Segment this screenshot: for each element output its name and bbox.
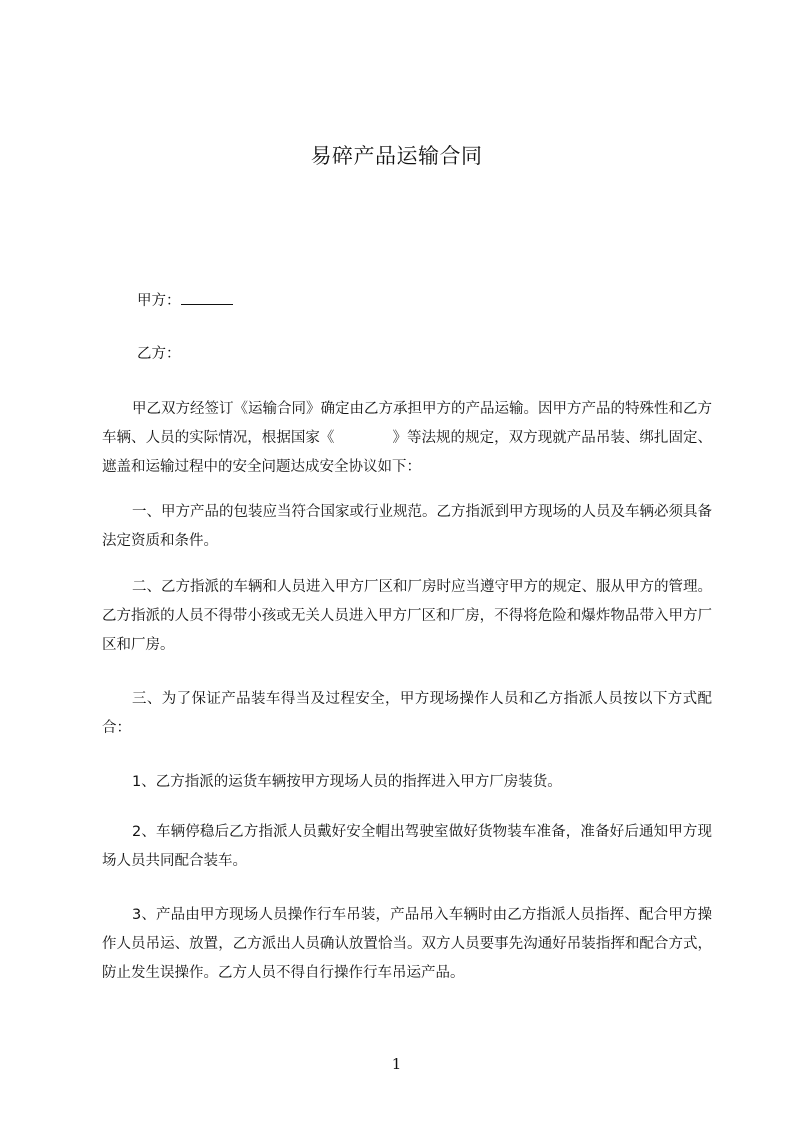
intro-text-after-law: 》等法规的规定，双方现就产品吊装、绑扎固定、遮盖和运输过程中的安全问题达成安全协议如下： bbox=[102, 430, 712, 475]
clause-1: 一、甲方产品的包装应当符合国家或行业规范。乙方指派到甲方现场的人员及车辆必须具备法定资质和条件。 bbox=[102, 504, 712, 549]
party-b-line bbox=[137, 340, 181, 369]
clause-3: 三、为了保证产品装车得当及过程安全，甲方现场操作人员和乙方指派人员按以下方式配合： bbox=[102, 691, 712, 736]
party-a-line bbox=[137, 287, 233, 316]
clause-2: 二、乙方指派的车辆和人员进入甲方厂区和厂房时应当遵守甲方的规定、服从甲方的管理。乙方指派的人员不得带小孩或无关人员进入甲方厂区和厂房，不得将危险和爆炸物品带入甲方厂区和厂房。 bbox=[102, 579, 712, 653]
party-b-label: 乙方： bbox=[137, 346, 181, 362]
clause-3-item-2: 2、车辆停稳后乙方指派人员戴好安全帽出驾驶室做好货物装车准备，准备好后通知甲方现场人员共同配合装车。 bbox=[102, 824, 712, 869]
document-title: 易碎产品运输合同 bbox=[310, 144, 483, 168]
party-a-label: 甲方： bbox=[137, 293, 181, 309]
clause-3-item-1: 1、乙方指派的运货车辆按甲方现场人员的指挥进入甲方厂房装货。 bbox=[132, 774, 562, 790]
clause-3-item-3: 3、产品由甲方现场人员操作行车吊装，产品吊入车辆时由乙方指派人员指挥、配合甲方操作人员吊运、放置，乙方派出人员确认放置恰当。双方人员要事先沟通好吊装指挥和配合方式，防止发生误操作。乙方人员不得自行操作行车吊运产品。 bbox=[102, 907, 712, 981]
party-a-blank bbox=[181, 288, 233, 305]
intro-paragraph bbox=[102, 395, 712, 482]
intro-text-before-law: 甲乙双方经签订《运输合同》确定由乙方承担甲方的产品运输。因甲方产品的特殊性和乙方车辆、人员的实际情况，根据国家《 bbox=[102, 401, 712, 446]
page-number: 1 bbox=[391, 1055, 402, 1073]
